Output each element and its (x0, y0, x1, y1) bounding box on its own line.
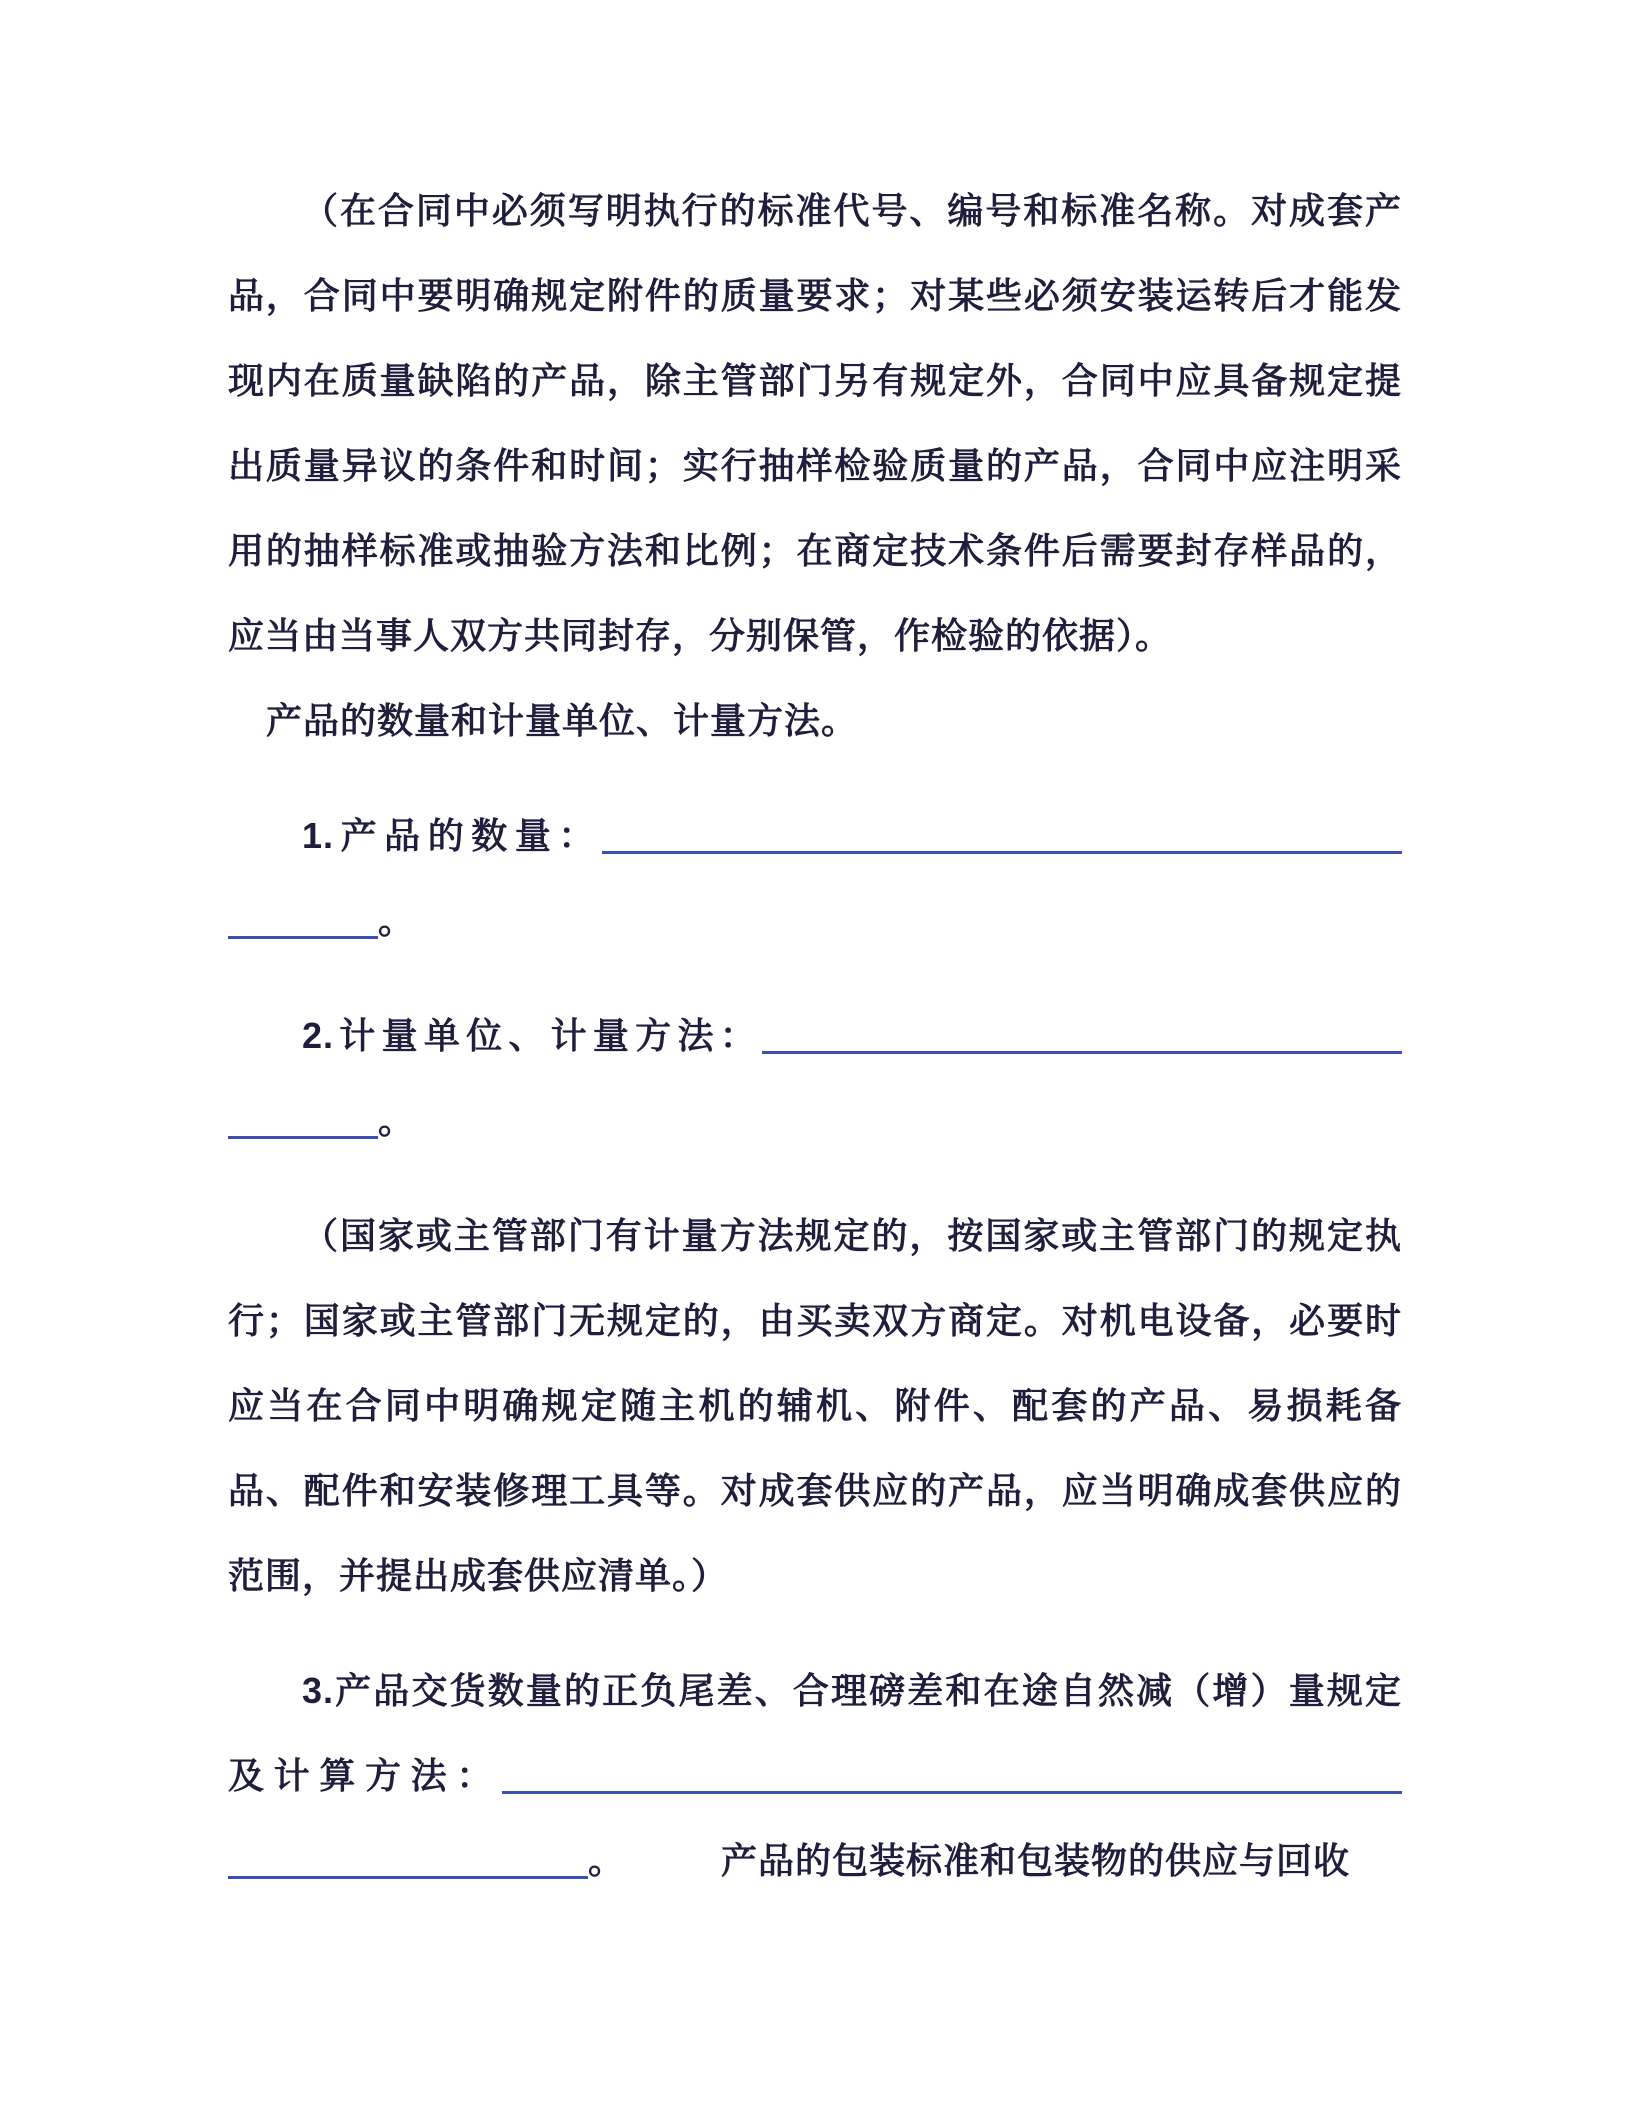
fill-in-blank (502, 1760, 1402, 1794)
clause-measure-method-note (228, 1193, 1402, 1618)
fill-in-blank (602, 820, 1402, 854)
text-run: 产品的数量和计量单位、计量方法。 (266, 700, 859, 741)
fill-in-blank (228, 1845, 588, 1879)
item-1-product-quantity (228, 793, 1402, 963)
item-3-delivery-tolerance (228, 1648, 1402, 1903)
text-run: 产品的包装标准和包装物的供应与回收 (721, 1840, 1351, 1881)
text-run: （在合同中必须写明执行的标准代号、编号和标准名称。对成套产品，合同中要明确规定附件的质量要求；对某些必须安装运转后才能发现内在质量缺陷的产品，除主管部门另有规定外，合同中应具备规定提出质量异议的条件和时间；实行抽样检验质量的产品，合同中应注明采用的抽样标准或抽验方法和比例；在商定技术条件后需要封存样品的，应当由当事人双方共同封存，分别保管，作检验的依据）。 (228, 190, 1402, 656)
document-body (228, 168, 1402, 1903)
text-run: （国家或主管部门有计量方法规定的，按国家或主管部门的规定执行；国家或主管部门无规定的，由买卖双方商定。对机电设备，必要时应当在合同中明确规定随主机的辅机、附件、配套的产品、易损耗备品、配件和安装修理工具等。对成套供应的产品，应当明确成套供应的范围，并提出成套供应清单。） (228, 1215, 1402, 1596)
text-run: 3.产品交货数量的正负尾差、合理磅差和在途自然减（增）量规定及计算方法： (228, 1670, 1402, 1796)
text-run: 。 (588, 1840, 626, 1881)
text-run: 2.计量单位、计量方法： (302, 1015, 762, 1056)
fill-in-blank (228, 1105, 378, 1139)
text-run: 。 (378, 900, 416, 941)
item-2-measure-unit-method (228, 993, 1402, 1163)
fill-in-blank (228, 905, 378, 939)
clause-quality-standard-note (228, 168, 1402, 678)
text-run: 1.产品的数量： (302, 815, 602, 856)
section-quantity-heading (228, 678, 1402, 763)
text-run: 。 (378, 1100, 416, 1141)
fill-in-blank (762, 1020, 1402, 1054)
